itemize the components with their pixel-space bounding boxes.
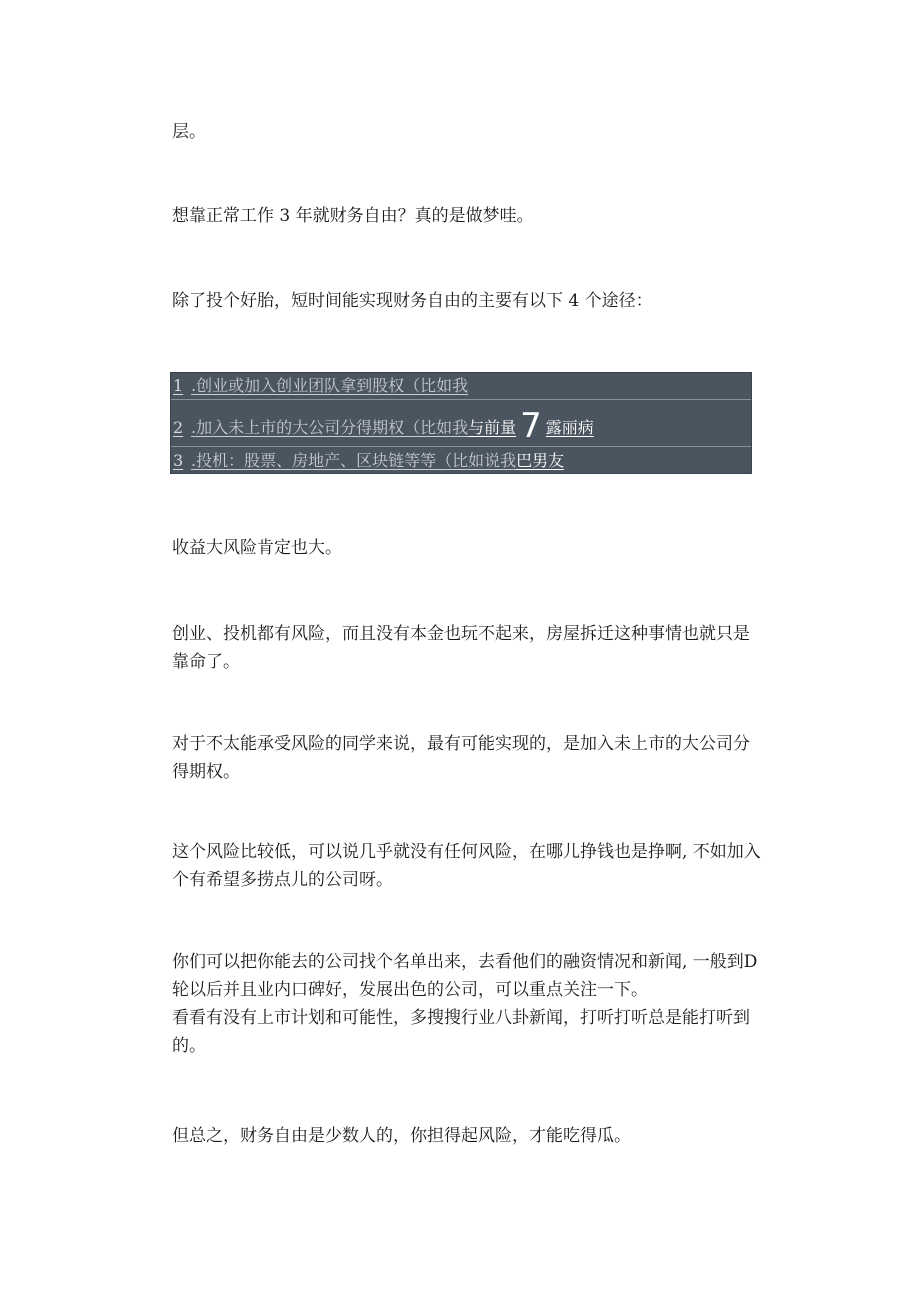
paragraph-2: 想靠正常工作 3 年就财务自由？真的是做梦哇。 xyxy=(172,206,534,226)
list-item-highlight: 巴男友 xyxy=(516,451,565,470)
list-divider xyxy=(171,399,751,400)
list-item xyxy=(171,374,751,398)
list-item-large-figure: 7 xyxy=(520,411,542,445)
paragraph-1: 层。 xyxy=(172,122,206,142)
paragraph-9: 但总之，财务自由是少数人的，你担得起风险，才能吃得瓜。 xyxy=(172,1126,631,1146)
list-item xyxy=(171,411,751,445)
paragraph-8: 你们可以把你能去的公司找个名单出来，去看他们的融资情况和新闻, 一般到D 轮以后并且业内口碑好，发展出色的公司，可以重点关注一下。 看看有没有上市计划和可能性，多搜搜行业八卦新闻，打听打听总是能打听到的。 xyxy=(172,952,758,1056)
paragraph-7: 这个风险比较低，可以说几乎就没有任何风险，在哪儿挣钱也是挣啊, 不如加入个有希望多捞点儿的公司呀。 xyxy=(172,842,761,890)
list-item-text: .创业或加入创业团队拿到股权（比如我 xyxy=(191,376,469,395)
list-item-text: .投机：股票、房地产、区块链等等（比如说我 xyxy=(191,451,517,470)
paragraph-4: 收益大风险肯定也大。 xyxy=(172,538,342,558)
ways-list xyxy=(170,372,752,474)
list-item-tail: 露丽病 xyxy=(545,418,594,437)
list-divider xyxy=(171,446,751,447)
list-item-number: 2 xyxy=(173,418,184,437)
paragraph-5: 创业、投机都有风险，而且没有本金也玩不起来，房屋拆迁这种事情也就只是靠命了。 xyxy=(172,624,750,672)
paragraph-3: 除了投个好胎，短时间能实现财务自由的主要有以下 4 个途径： xyxy=(172,291,653,311)
list-item xyxy=(171,449,751,473)
list-item-highlight: 与前量 xyxy=(468,418,517,437)
list-item-number: 1 xyxy=(173,376,184,395)
paragraph-6: 对于不太能承受风险的同学来说，最有可能实现的，是加入未上市的大公司分得期权。 xyxy=(172,734,750,782)
list-item-text: .加入未上市的大公司分得期权（比如我 xyxy=(191,418,469,437)
list-item-number: 3 xyxy=(173,451,184,470)
